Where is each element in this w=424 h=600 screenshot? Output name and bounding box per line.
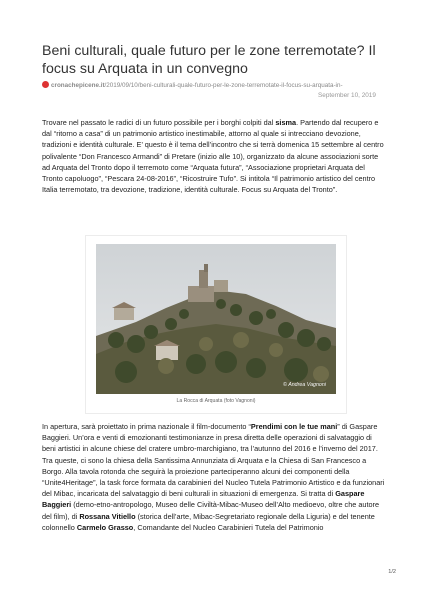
p2-text-g: (storica dell’arte, Mibac-Segretariato regionale della Liguria) e del tenente colonnello (42, 511, 375, 532)
photo-credit: © Andrea Vagnoni (283, 382, 326, 388)
article-date: September 10, 2019 (318, 92, 376, 99)
p2-bold-grasso: Carmelo Grasso (76, 522, 134, 532)
article-paragraph-1 (42, 117, 387, 195)
p1-bold-sisma: sisma (275, 118, 297, 127)
p2-text-i: , Comandante del Nucleo Carabinieri Tutela del Patrimonio (133, 522, 324, 532)
source-domain[interactable]: cronachepicene.it (51, 82, 105, 89)
p2-text-c: ” di Gaspare Baggieri. Un’ora e venti di emozionanti testimonianze in presa diretta delle operazioni di salvataggio di beni artistici in alcune chiese del cratere umbro-marchigiano, tra l’autunno del 2016 e l’inverno del 2017. Tra queste, ci sono la chiesa della Santissima Annunziata di Arquata e la Chiesa di San Francesco a Borgo. Alla tavola rotonda che seguirà la proiezione parteciperanno alcuni dei componenti della “Unite4Heritage”, la task force formata da carabinieri del Nucleo Tutela Patrimonio Artistico e da funzionari del Mibac, incaricata del salvataggio di beni culturali in situazioni di emergenza. Si tratta di (42, 422, 385, 499)
p2-text-a: In apertura, sarà proiettato in prima nazionale il film-documento “ (42, 422, 251, 431)
p2-text-e: (demo-etno-antropologo, Museo delle Civiltà-Mibac-Museo dell’Alto medioevo, oltre che autore del film), di (42, 500, 380, 521)
p2-bold-vitiello: Rossana Vitiello (79, 511, 136, 521)
article-paragraph-2 (42, 421, 387, 533)
source-path[interactable]: /2019/09/10/beni-culturali-quale-futuro-per-le-zone-terremotate-il-focus-su-arquata-in- (104, 82, 343, 89)
page-number: 1/2 (388, 569, 396, 575)
article-figure (85, 235, 347, 414)
article-title: Beni culturali, quale futuro per le zone terremotate? Il focus su Arquata in un convegno (42, 43, 376, 77)
rocca-di-arquata-photo (96, 244, 336, 394)
p2-bold-film-title: Prendimi con le tue mani (250, 422, 338, 431)
figure-caption: La Rocca di Arquata (foto Vagnoni) (176, 398, 256, 404)
site-favicon-icon (42, 81, 49, 88)
p1-text-c: . Partendo dal recupero e dal “ritorno a casa” di un patrimonio artistico inestimabile, attorno al quale si intrecciano devozione, tradizioni e identità culturale. E’ questo è il tema dell’incontro che si terrà domenica 15 settembre al centro polivalente “Don Francesco Armandi” di Pretare (inizio alle 10), organizzato da alcune associazioni sorte ad Arquata del Tronto dopo il terremoto come “Arquata futura”, “Associazione proprietari Arquata del Tronto capoluogo”, “Pescara 24-08-2016”, “Ricostruire Tufo”. Si intitola “Il patrimonio artistico del centro Italia terremotato, tra devozione, tradizione, identità culturale. Focus su Arquata del Tronto”. (42, 118, 384, 195)
p1-text-a: Trovare nel passato le radici di un futuro possibile per i borghi colpiti dal (42, 118, 276, 127)
p2-bold-baggieri: Gaspare Baggieri (42, 489, 365, 510)
